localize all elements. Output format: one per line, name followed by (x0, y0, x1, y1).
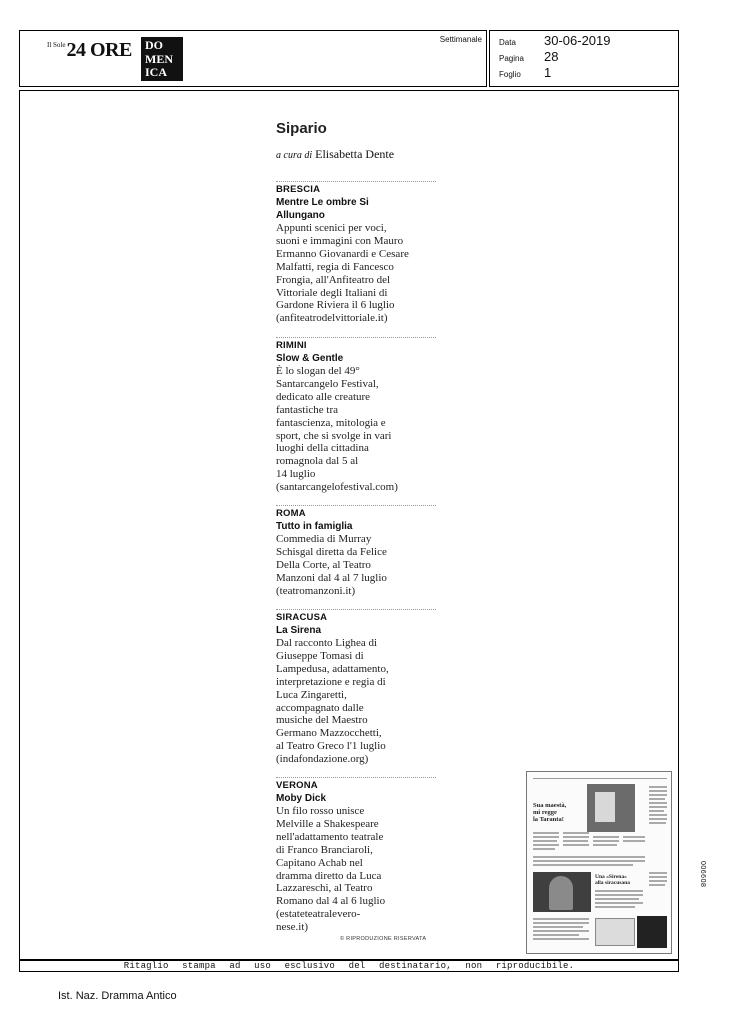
text-line: Giuseppe Tomasi di (276, 649, 364, 662)
section-divider (276, 777, 436, 778)
text-line: Un filo rosso unisce (276, 805, 365, 817)
thumb-text (593, 844, 617, 846)
text-line: Romano dal 4 al 6 luglio (276, 895, 386, 908)
logo-main-text: 24 ORE (66, 39, 132, 61)
meta-label: Foglio (499, 70, 521, 79)
thumb-photo (637, 916, 667, 948)
listing-entry (276, 780, 426, 934)
thumb-text (595, 890, 643, 892)
thumb-text (533, 864, 633, 866)
listing-show-title: La Sirena (276, 625, 322, 636)
listing-show-title: Slow & Gentle (276, 353, 344, 364)
thumb-text (649, 794, 667, 796)
thumb-text (595, 898, 639, 900)
thumb-text (533, 860, 645, 862)
supplement-logo (141, 37, 183, 81)
text-line: (estateteatralevero- (276, 908, 361, 921)
listing-show-title: Moby Dick (276, 793, 327, 804)
thumb-text (563, 836, 589, 838)
text-line: Lampedusa, adattamento, (276, 662, 389, 675)
barcode-number: 006608 (699, 861, 706, 888)
curator-prefix: a cura di (276, 150, 313, 161)
thumb-text (649, 876, 667, 878)
masthead-box (19, 30, 487, 87)
text-line: fantastiche tra (276, 403, 338, 416)
rubric-title: Sipario (276, 120, 327, 137)
text-line: Lazzareschi, al Teatro (276, 882, 373, 895)
listing-city: RIMINI (276, 340, 307, 351)
thumb-text (563, 832, 589, 834)
newspaper-logo (47, 39, 132, 62)
curator-name: Elisabetta Dente (315, 147, 395, 161)
text-line: fantascienza, mitologia e (276, 416, 386, 429)
listing-city: VERONA (276, 780, 318, 791)
thumb-headline (533, 802, 566, 823)
meta-row-sheet (499, 65, 551, 80)
text-line: (santarcangelofestival.com) (276, 481, 398, 494)
text-line: luoghi della cittadina (276, 442, 369, 455)
meta-label: Pagina (499, 54, 524, 63)
text-line: Ermanno Giovanardi e Cesare (276, 247, 409, 260)
text-line: Frongia, all'Anfiteatro del (276, 273, 391, 286)
text-line: sport, che si svolge in vari (276, 429, 392, 442)
meta-value: 1 (544, 65, 552, 80)
thumb-headline-line: mi regge (533, 809, 557, 816)
thumb-text (533, 840, 557, 842)
text-line: Commedia di Murray (276, 533, 372, 545)
thumb-headline (595, 874, 630, 886)
thumb-headline-line: Una «Sirena» (595, 874, 627, 880)
text-line: romagnola dal 5 al (276, 455, 359, 468)
thumb-text (593, 840, 619, 842)
publication-frequency: Settimanale (439, 35, 482, 44)
clipping-meta-box (489, 30, 679, 87)
thumb-text (649, 814, 667, 816)
thumb-photo (595, 918, 635, 946)
text-line: Santarcangelo Festival, (276, 377, 379, 390)
thumb-text (649, 884, 665, 886)
meta-value: 30-06-2019 (544, 33, 611, 48)
listing-text (276, 805, 426, 934)
text-line: Appunti scenici per voci, (276, 222, 387, 234)
text-line: Schisgal diretta da Felice (276, 545, 387, 558)
thumb-text (533, 922, 589, 924)
listing-text (276, 637, 426, 766)
text-fragment: Dal racconto Lighea di (276, 637, 378, 649)
thumb-text (595, 906, 635, 908)
text-line: Vittoriale degli Italiani di (276, 286, 388, 299)
thumb-text (649, 806, 667, 808)
listing-entry (276, 612, 426, 766)
thumb-text (649, 822, 666, 824)
thumb-text (649, 786, 667, 788)
listing-text (276, 222, 426, 325)
thumb-text (533, 930, 589, 932)
thumb-headline-line: Sua maestà, (533, 802, 567, 809)
text-line: di Franco Branciaroli, (276, 843, 373, 856)
thumb-rule (533, 778, 667, 779)
thumb-text (563, 840, 588, 842)
text-line: 14 luglio (276, 468, 316, 481)
thumb-text (533, 934, 579, 936)
curator-line (276, 147, 394, 162)
section-divider (276, 337, 436, 338)
listing-entry (276, 340, 426, 494)
listing-city: BRESCIA (276, 184, 321, 195)
text-line: suoni e immagini con Mauro (276, 234, 404, 247)
thumb-text (649, 880, 667, 882)
meta-row-date (499, 33, 611, 48)
listing-show-title: Mentre Le ombre Si (276, 197, 369, 208)
thumb-headline-line: alla siracusana (595, 880, 630, 886)
text-line: Luca Zingaretti, (276, 688, 347, 701)
listing-city: SIRACUSA (276, 612, 328, 623)
thumb-photo-figure (595, 792, 615, 822)
text-line: Della Corte, al Teatro (276, 558, 371, 571)
section-divider (276, 505, 436, 506)
listing-show-title: Tutto in famiglia (276, 521, 353, 532)
thumb-text (623, 840, 645, 842)
thumb-text (533, 918, 589, 920)
thumb-text (533, 848, 555, 850)
text-line: Germano Mazzocchetti, (276, 727, 382, 740)
text-line: (indafondazione.org) (276, 753, 369, 766)
text-line: nell'adattamento teatrale (276, 830, 384, 843)
text-line: Malfatti, regia di Fancesco (276, 260, 394, 273)
thumb-headline-line: la Taranta! (533, 816, 564, 823)
listing-entry (276, 508, 426, 598)
text-line: nese.it) (276, 921, 309, 934)
logo-small-text: Il Sole (47, 40, 66, 49)
thumb-text (533, 938, 589, 940)
text-line: al Teatro Greco l'1 luglio (276, 740, 386, 753)
thumb-text (563, 844, 589, 846)
thumb-text (533, 926, 583, 928)
text-line: (anfiteatrodelvittoriale.it) (276, 312, 388, 325)
listing-text (276, 365, 426, 494)
meta-value: 28 (544, 49, 559, 64)
text-line: Melville a Shakespeare (276, 817, 379, 830)
page-thumbnail (526, 771, 672, 954)
thumb-text (649, 790, 667, 792)
thumb-text (649, 872, 667, 874)
section-divider (276, 609, 436, 610)
text-line: È lo slogan del 49° (276, 365, 360, 377)
text-line: (teatromanzoni.it) (276, 584, 356, 597)
text-line: dedicato alle creature (276, 390, 371, 403)
text-line (276, 637, 426, 650)
thumb-text (593, 836, 619, 838)
thumb-text (533, 832, 559, 834)
thumb-text (649, 802, 667, 804)
text-line: interpretazione e regia di (276, 675, 386, 688)
text-line: dramma diretto da Luca (276, 869, 382, 882)
listing-show-title: Allungano (276, 210, 325, 221)
thumb-text (649, 798, 665, 800)
copyright-notice: © RIPRODUZIONE RISERVATA (340, 936, 427, 942)
thumb-text (533, 844, 559, 846)
text-line: Gardone Riviera il 6 luglio (276, 299, 395, 312)
meta-row-page (499, 49, 558, 64)
listing-text (276, 533, 426, 598)
thumb-text (533, 856, 645, 858)
supplement-logo-line: ICA (145, 65, 168, 79)
supplement-logo-line: DO (145, 38, 163, 52)
meta-label: Data (499, 38, 516, 47)
source-label: Ist. Naz. Dramma Antico (58, 990, 177, 1002)
text-line: Capitano Achab nel (276, 856, 363, 869)
thumb-text (595, 902, 643, 904)
text-line: accompagnato dalle (276, 701, 364, 714)
text-line: Manzoni dal 4 al 7 luglio (276, 571, 387, 584)
thumb-text (623, 836, 645, 838)
text-line: musiche del Maestro (276, 714, 368, 727)
thumb-photo-figure (549, 876, 573, 910)
listing-entry (276, 184, 426, 325)
supplement-logo-line: MEN (145, 51, 173, 66)
thumb-text (649, 810, 664, 812)
thumb-text (595, 894, 643, 896)
section-divider (276, 181, 436, 182)
reproduction-notice: Ritaglio stampa ad uso esclusivo del destinatario, non riproducibile. (19, 960, 679, 972)
listing-city: ROMA (276, 508, 306, 519)
thumb-text (649, 818, 667, 820)
thumb-text (533, 836, 559, 838)
